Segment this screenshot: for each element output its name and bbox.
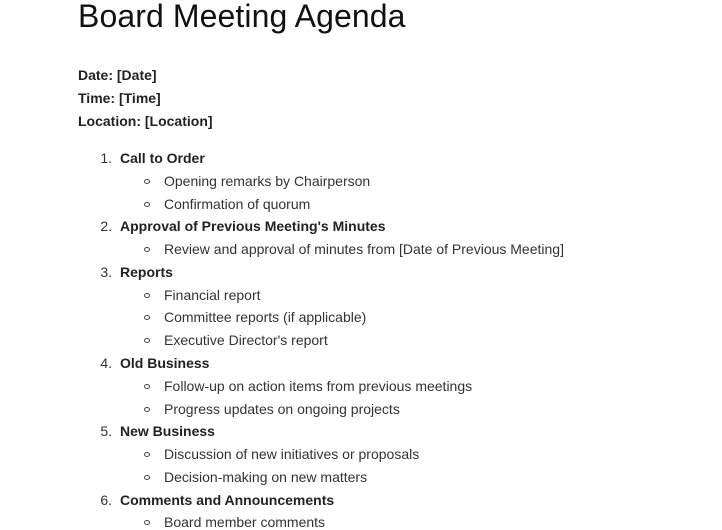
section-heading: Comments and Announcements (120, 492, 335, 508)
hollow-bullet-icon (144, 475, 150, 480)
section-number: 1 . (98, 150, 112, 166)
section-heading: New Business (120, 423, 215, 439)
hollow-bullet-icon (144, 407, 150, 412)
hollow-bullet-icon (144, 202, 150, 207)
hollow-bullet-icon (144, 452, 150, 457)
section-heading: Call to Order (120, 150, 205, 166)
meeting-time: Time: [Time] (78, 90, 161, 106)
hollow-bullet-icon (144, 247, 150, 252)
hollow-bullet-icon (144, 384, 150, 389)
section-number: 4 . (98, 355, 112, 371)
section-number: 5 . (98, 423, 112, 439)
section-number: 3 . (98, 264, 112, 280)
hollow-bullet-icon (144, 315, 150, 320)
meeting-date: Date: [Date] (78, 67, 157, 83)
document-title: Board Meeting Agenda (78, 0, 406, 34)
section-heading: Approval of Previous Meeting's Minutes (120, 218, 386, 234)
section-heading: Old Business (120, 355, 210, 371)
hollow-bullet-icon (144, 338, 150, 343)
section-heading: Reports (120, 264, 173, 280)
document-page: Board Meeting Agenda Date: [Date] Time: [Time] Location: [Location] 1 . Call to Order Opening remarks by Chairperson Confirmation of quorum 2 . Approval of Previous Meeting's Minutes Review and approval of minutes from [Date of Previous Meeting] 3 . Reports Financial report Committee reports (if applicable) Executive Director's report 4 . Old Business Follow-up on action items from previous meetings Progress updates on ongoing projects 5 . New Business Discussion of new initiatives or proposals Decision-making on new matters 6 . Comments and Announcements Board member comments (0, 0, 722, 521)
hollow-bullet-icon (144, 293, 150, 298)
hollow-bullet-icon (144, 179, 150, 184)
section-number: 2 . (98, 218, 112, 234)
meeting-location: Location: [Location] (78, 113, 213, 129)
section-number: 6 . (98, 492, 112, 508)
